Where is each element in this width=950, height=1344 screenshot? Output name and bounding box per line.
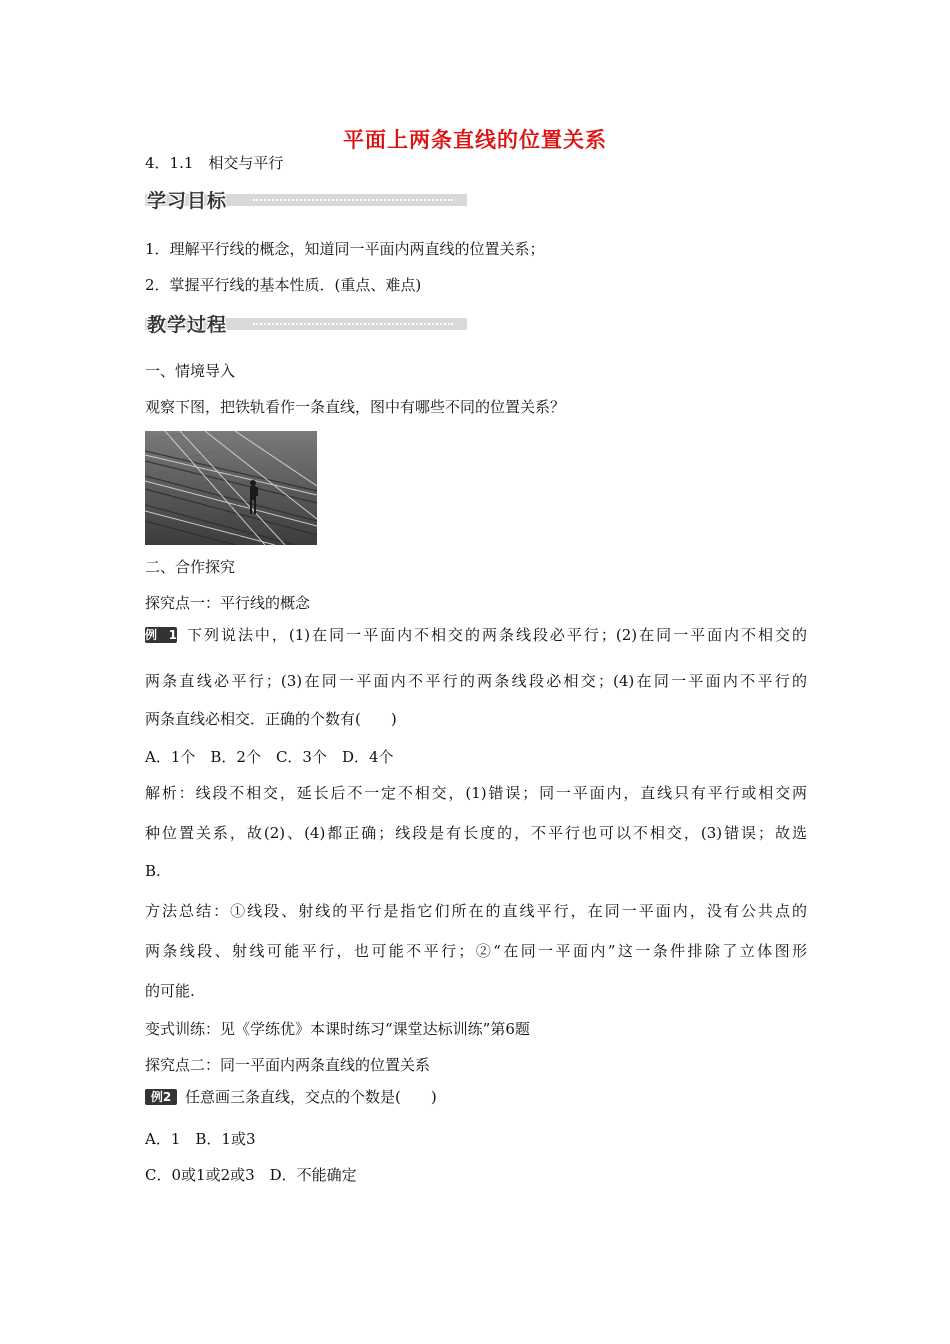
banner-dots — [253, 199, 453, 201]
page-title: 平面上两条直线的位置关系 — [343, 128, 607, 152]
example-1-badge: 例1 — [145, 628, 177, 642]
example-1-line-3: 两条直线必相交．正确的个数有( ) — [145, 710, 397, 728]
part1-heading: 一、情境导入 — [145, 362, 236, 380]
part2-heading: 二、合作探究 — [145, 558, 236, 576]
example-1-options: A．1个 B．2个 C．3个 D．4个 — [145, 748, 394, 766]
railway-tracks-photo — [145, 431, 317, 545]
goal-item-2: 2．掌握平行线的基本性质．(重点、难点) — [145, 276, 422, 294]
section-number: 4．1.1 相交与平行 — [145, 154, 284, 172]
banner-dots — [253, 323, 453, 325]
practice-reference: 变式训练：见《学练优》本课时练习“课堂达标训练”第6题 — [145, 1020, 530, 1038]
part1-question: 观察下图，把铁轨看作一条直线，图中有哪些不同的位置关系？ — [145, 398, 566, 416]
example-1-summary: 方法总结：①线段、射线的平行是指它们所在的直线平行，在同一平面内，没有公共点的 两条线段、射线可能平行，也可能不平行；②“在同一平面内”这一条件排除了立体图形 的可能. — [145, 902, 807, 1000]
example-1-analysis: 解析：线段不相交，延长后不一定不相交，(1)错误；同一平面内，直线只有平行或相交两 种位置关系，故(2)、(4)都正确；线段是有长度的，不平行也可以不相交，(3)错误；故选 B. — [145, 784, 807, 880]
banner-label: 学习目标 — [147, 190, 228, 212]
explore-point-2: 探究点二：同一平面内两条直线的位置关系 — [145, 1056, 431, 1074]
example-1-line-2: 两条直线必平行；(3)在同一平面内不平行的两条线段必相交；(4)在同一平面内不平行的 — [145, 672, 807, 690]
example-2-badge: 例2 — [145, 1089, 177, 1105]
example-2 — [145, 1086, 437, 1107]
goal-item-1: 1．理解平行线的概念，知道同一平面内两直线的位置关系； — [145, 240, 545, 258]
example-1-line-1: 例1 下列说法中，(1)在同一平面内不相交的两条线段必平行；(2)在同一平面内不相交的 — [145, 626, 807, 644]
example-1 — [145, 624, 807, 744]
banner-teaching-process — [145, 310, 467, 334]
explore-point-1: 探究点一：平行线的概念 — [145, 594, 311, 612]
example-2-options-1: A．1 B．1或3 — [145, 1130, 256, 1148]
banner-learning-goals — [145, 186, 467, 210]
banner-label: 教学过程 — [147, 314, 228, 336]
example-2-text: 任意画三条直线，交点的个数是( ) — [185, 1088, 437, 1106]
example-2-options-2: C．0或1或2或3 D．不能确定 — [145, 1166, 357, 1184]
